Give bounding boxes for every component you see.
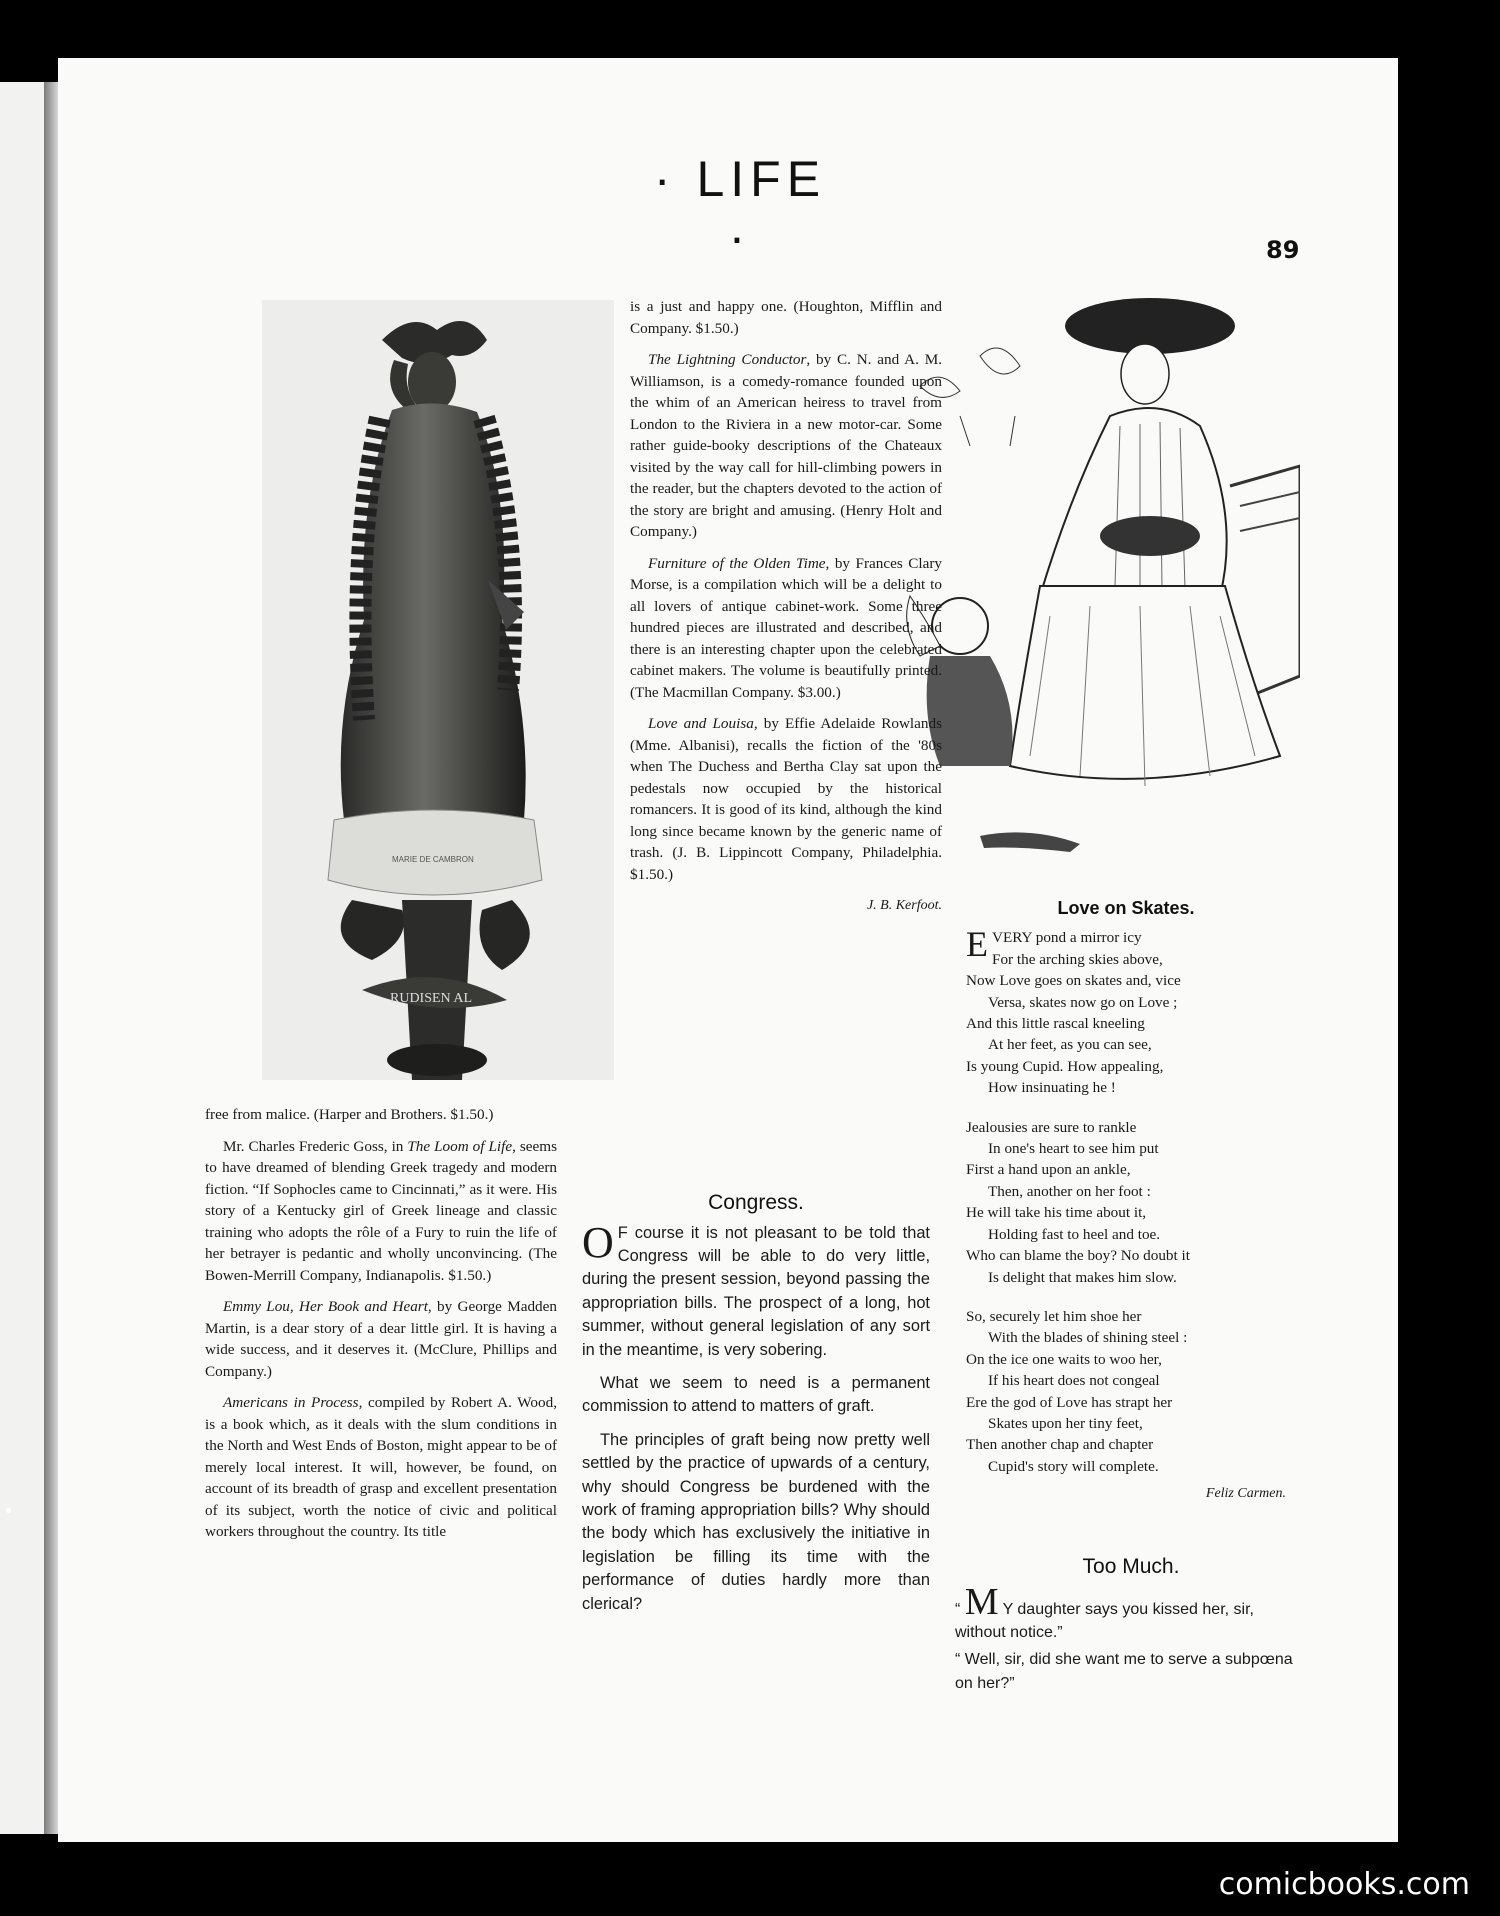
poem-line: Is delight that makes him slow. <box>988 1268 1177 1286</box>
poem-line: Versa, skates now go on Love ; <box>988 993 1178 1011</box>
poem-line: Ere the god of Love has strapt her <box>966 1393 1173 1411</box>
too-much-title: Too Much. <box>1082 1555 1180 1578</box>
statue-figure-illustration <box>262 300 614 1080</box>
poem-line: For the arching skies above, <box>992 950 1163 968</box>
masthead: · LIFE · <box>653 151 827 265</box>
poet-signature: Feliz Carmen. <box>1205 1486 1286 1502</box>
book-title: The Loom of Life <box>407 1137 513 1155</box>
statue-inscription: RUDISEN AL <box>390 991 473 1006</box>
book-title: Americans in Process <box>223 1394 359 1411</box>
poem-line: Is young Cupid. How appealing, <box>966 1057 1164 1075</box>
review-title-end: is a just and happy one. (Houghton, Mifflin and Company. $1.50.) <box>630 298 942 337</box>
poem-line: Then, another on her foot : <box>988 1182 1151 1200</box>
love-on-skates-poem <box>966 898 1286 1505</box>
review-americans-in-process: Americans in Process, compiled by Robert A. Wood, is a book which, as it deals with the slum conditions in the North and West Ends of Boston, might appear to be of merely local interest. It will, however, be found, on account of its breadth of grasp and excellent presentation of its subject, worth the notice of civic and political workers throughout the country. Its title <box>205 1394 557 1540</box>
stanza-1 <box>966 924 1286 1098</box>
poem-line: On the ice one waits to woo her, <box>966 1350 1162 1368</box>
column-1 <box>205 1104 557 1553</box>
binding-shadow <box>44 82 58 1834</box>
too-much-article <box>955 1556 1307 1705</box>
poem-line: Now Love goes on skates and, vice <box>966 972 1181 990</box>
drop-cap: E <box>966 924 988 965</box>
poem-line: Who can blame the boy? No doubt it <box>966 1247 1190 1265</box>
reviewer-signature: J. B. Kerfoot. <box>866 898 942 913</box>
review-lightning-conductor: The Lightning Conductor, by C. N. and A. M. Williamson, is a comedy-romance founded upon the whim of an American heiress to travel from London to the Riviera in a new motor-car. Some rather guide-booky descriptions of the Chateaux visited by the way call for hill-climbing powers in the reader, but the chapters devoted to the action of the story are bright and amusing. (Henry Holt and Company.) <box>630 351 942 540</box>
review-furniture: Furniture of the Olden Time, by Frances Clary Morse, is a compilation which will be a delight to all lovers of antique cabinet-work. Some three hundred pieces are illustrated and described, and there is an interesting chapter upon the celebrated cabinet makers. The volume is beautifully printed. (The Macmillan Company. $3.00.) <box>630 554 942 701</box>
poem-line: First a hand upon an ankle, <box>966 1161 1131 1179</box>
poem-title: Love on Skates. <box>1057 898 1195 918</box>
cupid-skates-illustration <box>900 296 1300 876</box>
drop-cap: M <box>964 1580 999 1623</box>
poem-line: Skates upon her tiny feet, <box>988 1414 1143 1432</box>
review-loom-of-life: Mr. Charles Frederic Goss, in The Loom of Life, seems to have dreamed of blending Greek tragedy and modern fiction. “If Sophocles came to Cincinnati,” as it were. His story of a Kentucky girl of Greek lineage and classic training who adopts the rôle of a Fury to ruin the life of her betrayer is pedantic and wholly unconvincing. (The Bowen-Merrill Company, Indianapolis. $1.50.) <box>205 1137 557 1284</box>
poem-line: And this little rascal kneeling <box>966 1015 1145 1033</box>
stanza-3 <box>966 1306 1286 1477</box>
page-number: 89 <box>1266 236 1300 264</box>
congress-paragraph-2: What we seem to need is a permanent commission to attend to matters of graft. <box>582 1373 930 1416</box>
book-title: Emmy Lou, Her Book and Heart <box>223 1298 428 1315</box>
poem-line: So, securely let him shoe her <box>966 1307 1142 1325</box>
drop-cap: O <box>582 1217 614 1267</box>
poem-line: Jealousies are sure to rankle <box>966 1118 1137 1136</box>
svg-text:MARIE DE CAMBRON: MARIE DE CAMBRON <box>392 855 474 864</box>
stanza-2 <box>966 1117 1286 1288</box>
poem-line: He will take his time about it, <box>966 1204 1147 1222</box>
review-love-and-louisa: Love and Louisa, by Effie Adelaide Rowlands (Mme. Albanisi), recalls the fiction of the '80s when The Duchess and Bertha Clay sat upon the pedestals now occupied by the historical romancers. It is good of its kind, although the kind long since became known by the generic name of trash. (J. B. Lippincott Company, Philadelphia. $1.50.) <box>630 715 942 883</box>
too-much-line-2: “ Well, sir, did she want me to serve a subpœna on her?” <box>955 1651 1293 1692</box>
poem-line: Holding fast to heel and toe. <box>988 1225 1161 1243</box>
too-much-line-1: “ M Y daughter says you kissed her, sir, without notice.” <box>955 1580 1254 1641</box>
poem-line: How insinuating he ! <box>988 1079 1116 1097</box>
book-title: The Lightning Conductor <box>648 351 807 368</box>
congress-paragraph-3: The principles of graft being now pretty well settled by the practice of upwards of a century, why should Congress be burdened with the work of framing appropriation bills? Why should the body which has exclusively the initiative in legislation be filling its time with the performance of duties hardly more than clerical? <box>582 1430 930 1613</box>
book-title: Furniture of the Olden Time <box>648 554 826 572</box>
congress-paragraph-1: O F course it is not pleasant to be told that Congress will be able to do very little, during the present session, beyond passing the appropriation bills. The prospect of a long, hot summer, without general legislation of any sort in the meantime, is very sobering. <box>582 1217 930 1359</box>
congress-article <box>582 1192 930 1626</box>
statue-photo <box>262 300 614 1080</box>
poem-line: Cupid's story will complete. <box>988 1457 1159 1475</box>
poem-line: At her feet, as you can see, <box>988 1036 1152 1054</box>
poem-line: In one's heart to see him put <box>988 1140 1159 1158</box>
column-2 <box>630 296 942 917</box>
book-title: Love and Louisa <box>648 715 754 732</box>
poem-line: EVERY pond a mirror icy <box>966 924 1142 965</box>
review-emmy-lou: Emmy Lou, Her Book and Heart, by George Madden Martin, is a dear story of a dear little girl. It is having a wide success, and it deserves it. (McClure, Phillips and Company.) <box>205 1298 557 1380</box>
review-harper-end: free from malice. (Harper and Brothers. $1.50.) <box>205 1106 494 1123</box>
poem-line: If his heart does not congeal <box>988 1372 1160 1390</box>
poem-line: With the blades of shining steel : <box>988 1329 1188 1347</box>
watermark: comicbooks.com <box>1218 1867 1470 1902</box>
poem-line: Then another chap and chapter <box>966 1436 1154 1454</box>
scan-speck <box>6 1508 11 1513</box>
congress-title: Congress. <box>708 1191 804 1214</box>
